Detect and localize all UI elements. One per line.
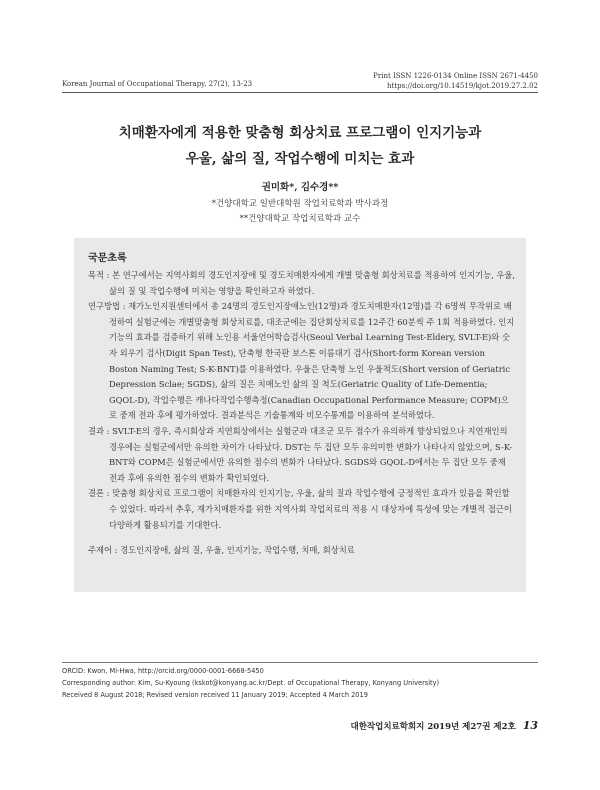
page-number: 13 <box>522 719 538 732</box>
doi-link[interactable]: https://doi.org/10.14519/kjot.2019.27.2.02 <box>386 82 538 90</box>
affiliation-2: **건양대학교 작업치료학과 교수 <box>239 214 361 224</box>
abstract-results: 결과 : SVLT-E의 경우, 즉시회상과 지연회상에서는 실험군과 대조군 모두 점수가 유의하게 향상되었으나 지연재인의 경우에는 실험군에서만 유의한 차이가 나타났다. DST는 두 집단 모두 유의미한 변화가 나타나지 않았으며, S-K-BNT와 COPM은 실험군에서만 유의한 점수의 변화가 나타났다. SGDS와 GQOL-D에서는 두 집단 모두 중재 전과 후에 유의한 점수의 변화가 확인되었다. <box>88 425 513 483</box>
footnote-received: Received 8 August 2018; Revised version received 11 January 2019; Accepted 4 March 2019 <box>62 691 368 699</box>
abstract-box <box>74 238 526 592</box>
affiliation-1: *건양대학교 일반대학원 작업치료학과 박사과정 <box>211 199 389 209</box>
abstract-methods: 연구방법 : 재가노인지원센터에서 총 24명의 경도인지장애노인(12명)과 경도치매환자(12명)를 각 6명씩 무작위로 배정하여 실험군에는 개별맞춤형 회상치료를, 대조군에는 집단회상치료를 12주간 60분씩 주 1회 적용하였다. 인지기능의 효과를 검증하기 위해 노인용 서울언어학습검사(Seoul Verbal Learning Test-Eldery, SVLT-E)와 숫자 외우기 검사(Digit Span Test), 단축형 한국판 보스톤 이름대기 검사(Short-form Korean version Boston Naming Test; S-K-BNT)를 이용하였다. 우울은 단축형 노인 우울척도(Short version of Geriatric Depression Sclae; SGDS), 삶의 질은 치매노인 삶의 질 척도(Geriatric Quality of Life-Dementia; GQOL-D), 작업수행은 캐나다작업수행측정(Canadian Occupational Performance Measure; COPM)으로 중재 전과 후에 평가하였다. 결과분석은 기술통계와 비모수통계를 이용하여 분석하였다. <box>88 301 515 421</box>
title-line-1: 치매환자에게 적용한 맞춤형 회상치료 프로그램이 인지기능과 <box>118 125 482 141</box>
footnote-orcid: ORCID: Kwon, Mi-Hwa, http://orcid.org/0000-0001-6668-5450 <box>62 667 264 675</box>
abstract-body <box>88 268 516 559</box>
header-rule <box>62 92 538 93</box>
title-line-2: 우울, 삶의 질, 작업수행에 미치는 효과 <box>185 151 415 167</box>
footnote-corresponding: Corresponding author: Kim, Su-Kyoung (kskot@konyang.ac.kr/Dept. of Occupational Therapy, Konyang University) <box>62 679 440 687</box>
paper-title <box>62 120 538 172</box>
footer-journal: 대한작업치료학회지 2019년 제27권 제2호 <box>350 722 516 732</box>
journal-citation: Korean Journal of Occupational Therapy, 27(2), 13-23 <box>62 80 253 88</box>
author-list: 권미화*, 김수경** <box>261 182 339 193</box>
abstract-purpose: 목적 : 본 연구에서는 지역사회의 경도인지장애 및 경도치매환자에게 개별 맞춤형 회상치료를 적용하여 인지기능, 우울, 삶의 질 및 작업수행에 미치는 영향을 확인하고자 하였다. <box>88 270 516 296</box>
abstract-conclusion: 결론 : 맞춤형 회상치료 프로그램이 치매환자의 인지기능, 우울, 삶의 질과 작업수행에 긍정적인 효과가 있음을 확인할 수 있었다. 따라서 추후, 재가치매환자를 위한 지역사회 작업치료의 적용 시 대상자에 특성에 맞는 개별적 접근이 다양하게 활용되기를 기대한다. <box>88 488 512 530</box>
footnote-rule <box>62 662 538 663</box>
abstract-keywords: 주제어 : 경도인지장애, 삶의 질, 우울, 인지기능, 작업수행, 치매, 회상치료 <box>88 545 355 556</box>
abstract-heading: 국문초록 <box>88 253 127 264</box>
issn-doi-block <box>373 71 538 91</box>
page-footer <box>350 719 538 732</box>
issn-line: Print ISSN 1226-0134 Online ISSN 2671-4450 <box>373 72 538 80</box>
